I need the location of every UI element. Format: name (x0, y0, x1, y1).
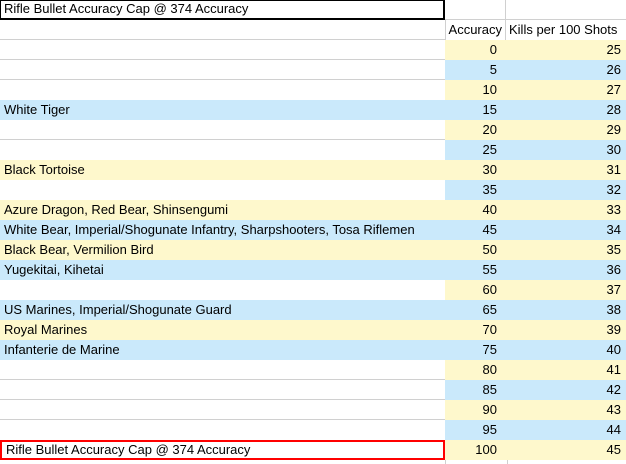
table-row (0, 80, 626, 100)
accuracy-cell[interactable]: 85 (445, 380, 506, 400)
row-label-cell[interactable] (0, 180, 445, 200)
table-row (0, 180, 626, 200)
accuracy-cell[interactable]: 25 (445, 140, 506, 160)
table-row (0, 420, 626, 440)
accuracy-column-header[interactable]: Accuracy (445, 20, 506, 40)
row-label-cell[interactable]: US Marines, Imperial/Shogunate Guard (0, 300, 445, 320)
accuracy-cell[interactable]: 75 (445, 340, 506, 360)
accuracy-cell[interactable]: 65 (445, 300, 506, 320)
accuracy-cell[interactable]: 30 (445, 160, 506, 180)
table-row (0, 140, 626, 160)
accuracy-cell[interactable]: 10 (445, 80, 506, 100)
row-label-cell[interactable] (0, 120, 445, 140)
empty-cell-b1[interactable] (445, 0, 506, 20)
kills-cell[interactable]: 31 (506, 160, 626, 180)
rows (0, 40, 626, 460)
row-label-cell[interactable]: Yugekitai, Kihetai (0, 260, 445, 280)
row-label-cell[interactable]: White Bear, Imperial/Shogunate Infantry, Sharpshooters, Tosa Riflemen (0, 220, 445, 240)
kills-cell[interactable]: 27 (506, 80, 626, 100)
table-row (0, 60, 626, 80)
table-row (0, 320, 626, 340)
row-label-cell[interactable] (0, 420, 445, 440)
kills-cell[interactable]: 34 (506, 220, 626, 240)
row-label-cell[interactable] (0, 380, 445, 400)
kills-column-header[interactable]: Kills per 100 Shots (509, 22, 618, 37)
table-row (0, 300, 626, 320)
kills-cell[interactable]: 37 (506, 280, 626, 300)
table-row (0, 220, 626, 240)
kills-cell[interactable]: 45 (506, 440, 626, 460)
table-row (0, 100, 626, 120)
table-row (0, 40, 626, 60)
table-row (0, 200, 626, 220)
row-label-cell[interactable] (0, 360, 445, 380)
kills-cell[interactable]: 41 (506, 360, 626, 380)
row-label-cell[interactable]: White Tiger (0, 100, 445, 120)
kills-cell[interactable]: 29 (506, 120, 626, 140)
kills-cell[interactable]: 42 (506, 380, 626, 400)
table-row (0, 400, 626, 420)
accuracy-cell[interactable]: 0 (445, 40, 506, 60)
table-row (0, 280, 626, 300)
table-row (0, 340, 626, 360)
empty-cell-a2[interactable] (0, 20, 445, 40)
kills-cell[interactable]: 25 (506, 40, 626, 60)
kills-cell[interactable]: 28 (506, 100, 626, 120)
kills-cell[interactable]: 43 (506, 400, 626, 420)
partial-cell-c (507, 460, 626, 464)
accuracy-cell[interactable]: 100 (445, 440, 506, 460)
accuracy-cell[interactable]: 35 (445, 180, 506, 200)
title-cell[interactable]: Rifle Bullet Accuracy Cap @ 374 Accuracy (0, 0, 445, 20)
row-label-cell[interactable]: Black Bear, Vermilion Bird (0, 240, 445, 260)
kills-cell[interactable]: 35 (506, 240, 626, 260)
row-label-cell[interactable] (0, 40, 445, 60)
partial-cell-b (445, 460, 507, 464)
kills-cell[interactable]: 44 (506, 420, 626, 440)
accuracy-cell[interactable]: 95 (445, 420, 506, 440)
accuracy-cell[interactable]: 90 (445, 400, 506, 420)
row-label-cell[interactable] (0, 80, 445, 100)
accuracy-cell[interactable]: 60 (445, 280, 506, 300)
table-row (0, 120, 626, 140)
kills-cell[interactable]: 33 (506, 200, 626, 220)
row-label-cell[interactable]: Azure Dragon, Red Bear, Shinsengumi (0, 200, 445, 220)
row-label-cell[interactable]: Royal Marines (0, 320, 445, 340)
accuracy-cell[interactable]: 50 (445, 240, 506, 260)
partial-row (0, 460, 626, 464)
row-label-cell[interactable] (0, 280, 445, 300)
accuracy-cell[interactable]: 70 (445, 320, 506, 340)
accuracy-cell[interactable]: 55 (445, 260, 506, 280)
accuracy-cell[interactable]: 40 (445, 200, 506, 220)
row-label-cell[interactable]: Black Tortoise (0, 160, 445, 180)
table-row (0, 240, 626, 260)
partial-cell-a (0, 460, 445, 464)
table-row (0, 160, 626, 180)
kills-cell[interactable]: 39 (506, 320, 626, 340)
kills-cell[interactable]: 32 (506, 180, 626, 200)
accuracy-cell[interactable]: 80 (445, 360, 506, 380)
accuracy-cell[interactable]: 15 (445, 100, 506, 120)
kills-cell[interactable]: 36 (506, 260, 626, 280)
empty-cell-c1[interactable] (506, 0, 626, 20)
kills-cell[interactable]: 26 (506, 60, 626, 80)
row-label-cell[interactable]: Rifle Bullet Accuracy Cap @ 374 Accuracy (0, 440, 445, 460)
row-label-cell[interactable] (0, 60, 445, 80)
title-row (0, 0, 626, 20)
kills-cell[interactable]: 30 (506, 140, 626, 160)
table-row (0, 360, 626, 380)
table-row (0, 260, 626, 280)
row-label-cell[interactable] (0, 140, 445, 160)
kills-cell[interactable]: 38 (506, 300, 626, 320)
row-label-cell[interactable] (0, 400, 445, 420)
accuracy-cell[interactable]: 5 (445, 60, 506, 80)
accuracy-cell[interactable]: 20 (445, 120, 506, 140)
accuracy-cell[interactable]: 45 (445, 220, 506, 240)
table-row (0, 440, 626, 460)
table-row (0, 380, 626, 400)
kills-cell[interactable]: 40 (506, 340, 626, 360)
row-label-cell[interactable]: Infanterie de Marine (0, 340, 445, 360)
header-row (0, 20, 626, 40)
